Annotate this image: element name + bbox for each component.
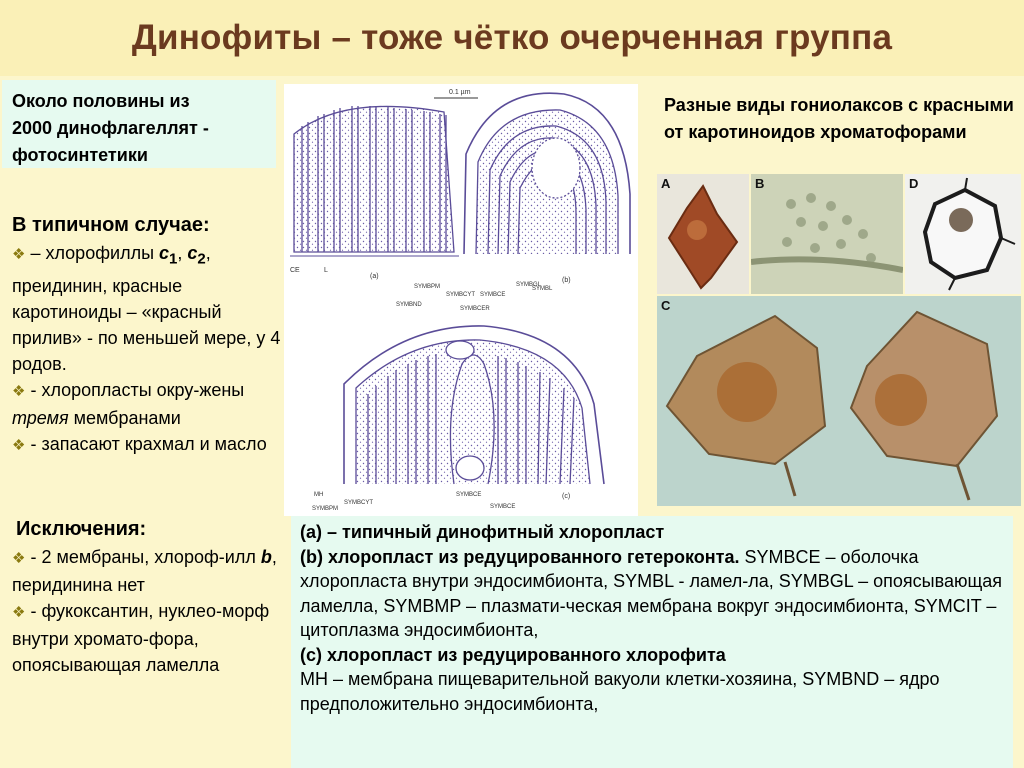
- exceptions-bullet-1: ❖ - 2 мембраны, хлороф-илл b, перидинина нет: [12, 547, 277, 595]
- label-symbpm: SYMBPM: [414, 284, 441, 290]
- photo-b: [751, 174, 903, 294]
- photos-heading: Разные виды гониолаксов с красными от каротиноидов хроматофорами: [664, 95, 1014, 142]
- photo-d: [905, 174, 1021, 294]
- caption-b: (b) хлоропласт из редуцированного гетероконта. SYMBCE – оболочка хлоропласта внутри эндосимбионта, SYMBL - ламел-ла, SYMBGL – опоясывающая ламелла, SYMBMP – плазмати-ческая мембрана вокруг эндосимбионта, SYMCIT – цитоплазма эндосимбионта,: [300, 546, 1003, 640]
- title-band: [0, 0, 1024, 76]
- photo-a: [657, 174, 749, 294]
- panel-a-drawing: [290, 106, 459, 256]
- chloroplast-diagram: [284, 84, 638, 516]
- exceptions-section: [12, 516, 290, 678]
- diamond-bullet-icon: ❖: [12, 246, 26, 263]
- intro-line-3: фотосинтетики: [12, 145, 148, 165]
- exceptions-bullet-2: ❖ - фукоксантин, нуклео-морф внутри хромато-фора, опоясывающая ламелла: [12, 601, 270, 675]
- label-symbce-2: SYMBCE: [456, 492, 482, 498]
- photo-label-a: A: [661, 176, 671, 191]
- caption-box: [291, 516, 1013, 768]
- label-symbce: SYMBCE: [480, 292, 506, 298]
- diamond-bullet-icon: ❖: [12, 382, 26, 400]
- scale-label: 0.1 µm: [449, 89, 471, 96]
- caption-c-text: MH – мембрана пищеварительной вакуоли клетки-хозяина, SYMBND – ядро предположительно эндосимбионта,: [300, 669, 940, 714]
- photo-c: [657, 296, 1021, 506]
- diamond-bullet-icon: ❖: [12, 604, 26, 621]
- panel-c-drawing: [344, 326, 604, 484]
- photo-label-b: B: [755, 176, 765, 191]
- label-symbl: SYMBL: [532, 286, 553, 292]
- intro-box: [2, 80, 276, 168]
- diamond-bullet-icon: ❖: [12, 436, 26, 454]
- label-symbpm-2: SYMBPM: [312, 506, 339, 512]
- label-ce: CE: [290, 267, 300, 274]
- label-c: (c): [562, 493, 571, 500]
- diamond-bullet-icon: ❖: [12, 550, 26, 567]
- label-mh: MH: [314, 492, 324, 498]
- exceptions-heading: Исключения:: [16, 518, 147, 540]
- label-symbce-3: SYMBCE: [490, 504, 516, 510]
- label-a: (a): [370, 273, 379, 280]
- label-symbcyt: SYMBCYT: [446, 292, 476, 298]
- panel-b-drawing: [464, 93, 630, 254]
- photo-label-d: D: [909, 176, 919, 191]
- typical-section: [12, 212, 290, 459]
- slide-title: Динофиты – тоже чётко очерченная группа: [131, 18, 893, 57]
- label-symbnd: SYMBND: [396, 302, 422, 308]
- typical-bullet-1: ❖ – хлорофиллы $с_1$, $с_2$, преидинин, красные каротиноиды – «красный прилив» - по меньшей мере, у 4 родов.: [12, 243, 281, 374]
- label-symbcer: SYMBCER: [460, 306, 490, 312]
- intro-line-1: Около половины из: [12, 91, 190, 111]
- label-symbcyt-2: SYMBCYT: [344, 500, 374, 506]
- typical-heading: В типичном случае:: [12, 214, 210, 236]
- typical-bullet-2: ❖ - хлоропласты окру-жены тремя мембранами: [12, 379, 245, 428]
- intro-line-2: 2000 динофлагеллят -: [12, 118, 209, 138]
- label-b: (b): [562, 277, 571, 284]
- caption-a: (а) – типичный динофитный хлоропласт: [300, 522, 665, 542]
- label-symbgl: SYMBGL: [516, 282, 542, 288]
- typical-bullet-3: ❖ - запасают крахмал и масло: [12, 433, 267, 454]
- caption-c-heading: (c) хлоропласт из редуцированного хлорофита: [300, 644, 726, 665]
- label-l: L: [324, 267, 328, 274]
- photo-label-c: C: [661, 298, 671, 313]
